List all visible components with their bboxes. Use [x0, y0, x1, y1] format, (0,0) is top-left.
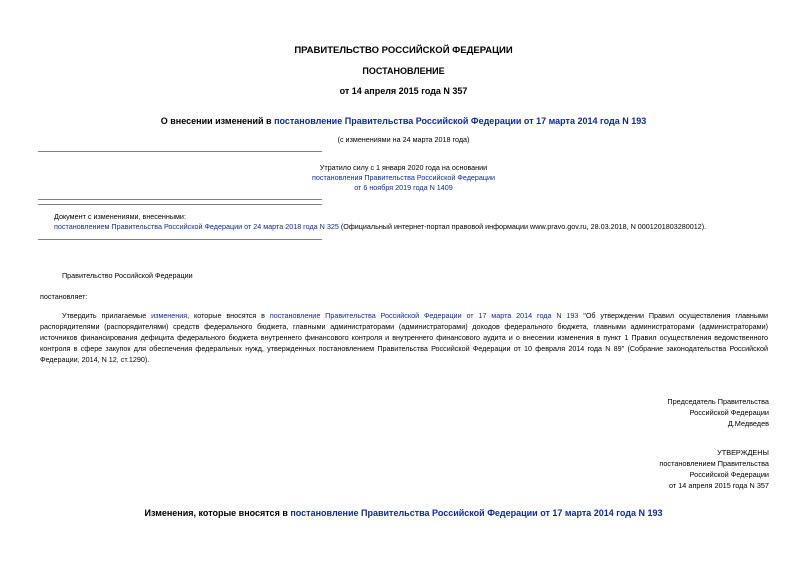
paragraph-mid: , которые вносятся в	[187, 311, 270, 320]
paragraph-rest: "Об утверждении Правил осуществления главными распорядителями (распорядителями) средств федерального бюджета, главными администраторами (администраторами) доходов федерального бюджета, главными администраторами (администраторами) источников финансирования дефицита федерального бюджета внутреннего финансового контроля и внутреннего финансового аудита и о внесении изменения в пункт 1 Правил осуществления ведомственного контроля в сфере закупок для обеспечения федеральных нужд, утвержденных постановлением Правительства Российской Федерации от 10 февраля 2014 года N 89" (Собрание законодательства Российской Федерации, 2014, N 12, ст.1290).	[40, 311, 768, 364]
changes-title-prefix: Изменения, которые вносятся в	[144, 508, 291, 518]
approved-by: постановлением Правительства	[659, 459, 769, 468]
document-title	[0, 116, 807, 126]
amendment-decree-link[interactable]: постановлением Правительства Российской Федерации от 24 марта 2018 года N 325	[54, 222, 339, 231]
approved-date: от 14 апреля 2015 года N 357	[668, 481, 769, 490]
signature-country: Российской Федерации	[689, 408, 769, 417]
divider	[38, 239, 322, 240]
divider	[38, 204, 322, 205]
document-title-prefix: О внесении изменений в	[160, 116, 275, 126]
paragraph-decree-link[interactable]: постановление Правительства Российской Федерации от 17 марта 2014 года N 193	[269, 311, 579, 320]
decrees-label: постановляет:	[40, 292, 88, 301]
approved-heading: УТВЕРЖДЕНЫ	[717, 448, 769, 457]
main-paragraph	[40, 310, 768, 365]
government-heading: ПРАВИТЕЛЬСТВО РОССИЙСКОЙ ФЕДЕРАЦИИ	[294, 45, 513, 56]
changes-title	[0, 508, 807, 518]
expired-decree-link[interactable]: постановления Правительства Российской Федерации	[311, 173, 496, 182]
revision-note: (с изменениями на 24 марта 2018 года)	[337, 135, 470, 144]
amendment-source: (Официальный интернет-портал правовой информации www.pravo.gov.ru, 28.03.2018, N 0001201803280012).	[338, 222, 707, 231]
government-label: Правительство Российской Федерации	[62, 271, 193, 280]
expired-notice-line: Утратило силу с 1 января 2020 года на основании	[319, 163, 488, 172]
expired-notice	[0, 163, 807, 193]
divider	[38, 151, 322, 152]
divider	[38, 199, 322, 200]
title-decree-link[interactable]: постановление Правительства Российской Федерации от 17 марта 2014 года N 193	[274, 116, 647, 126]
expired-decree-link-date[interactable]: от 6 ноября 2019 года N 1409	[354, 183, 453, 192]
signature-name: Д.Медведев	[727, 419, 769, 428]
amendments-label: Документ с изменениями, внесенными:	[54, 212, 186, 221]
approved-block	[659, 447, 769, 491]
signature-block	[667, 396, 769, 429]
paragraph-start: Утвердить прилагаемые	[62, 311, 152, 320]
changes-link[interactable]: изменения	[151, 311, 188, 320]
signature-position: Председатель Правительства	[667, 397, 769, 406]
changes-title-decree-link[interactable]: постановление Правительства Российской Федерации от 17 марта 2014 года N 193	[290, 508, 663, 518]
document-type-heading: ПОСТАНОВЛЕНИЕ	[362, 66, 445, 76]
document-date-number: от 14 апреля 2015 года N 357	[339, 86, 468, 96]
approved-country: Российской Федерации	[689, 470, 769, 479]
amendments-line	[54, 222, 706, 231]
